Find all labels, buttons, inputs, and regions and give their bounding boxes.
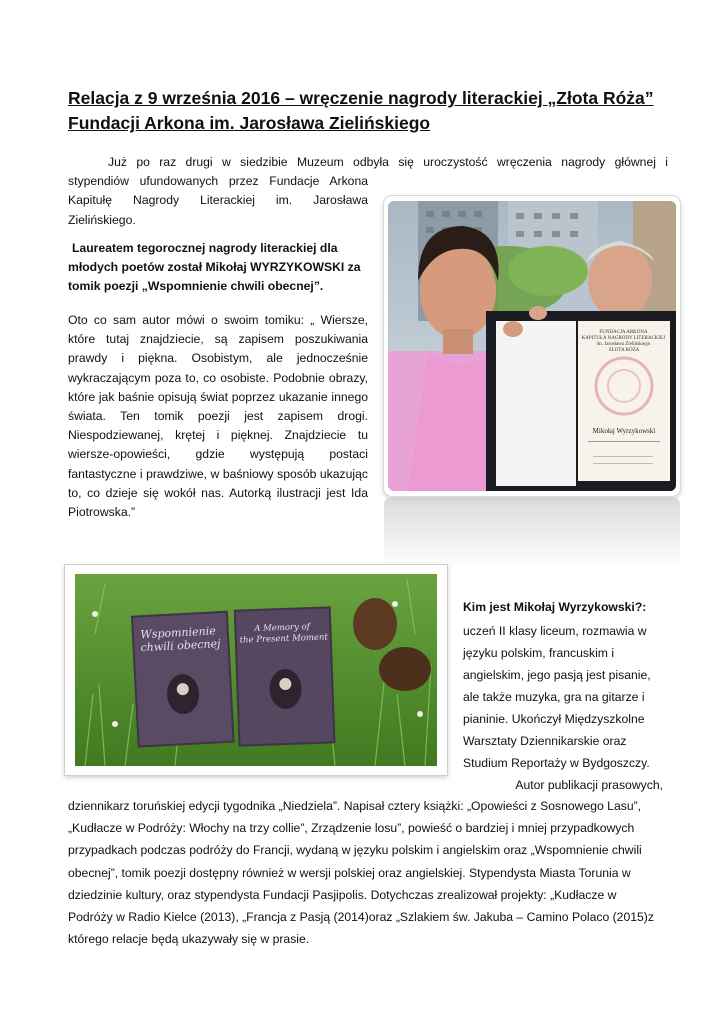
intro-line-4: Zielińskiego. (68, 212, 136, 227)
bio-main-paragraph (68, 795, 668, 950)
bio-side-line: pianinie. Ukończył Międzyszkolne (463, 712, 645, 726)
laureate-announcement (68, 239, 368, 297)
intro-line-3: Kapitułę Nagrody Literackiej im. Jarosława (68, 193, 368, 208)
bio-side-line: Studium Reportaży w Bydgoszczy. (463, 756, 650, 770)
intro-line-2: stypendiów ufundowanych przez Fundacje Arkona (68, 174, 368, 189)
bio-main-line: „Kudłacze w Podróży: Włochy na trzy collie”, Zrządzenie losu”, powieść o bardziej i mniej przypadkowych (68, 821, 635, 836)
books-photo (75, 574, 437, 766)
laureate-line-3: tomik poezji „Wspomnienie chwili obecnej”. (68, 279, 324, 294)
article-title (68, 86, 668, 136)
bio-main-line: obecnej”, tomik poezji dostępny również w wersji polskiej oraz angielskiej. Stypendysta Miasta Torunia w (68, 865, 631, 880)
bio-main-line: Podróży w Radio Kielce (2013), „Francja z Pasją (2014)oraz „Szlakiem św. Jakuba – Camino Polaco (2015)z (68, 910, 654, 925)
award-photo (388, 201, 676, 491)
book2-title: A Memory of the Present Moment (239, 622, 329, 646)
laureate-line-1: Laureatem tegorocznej nagrody literackiej dla (72, 241, 338, 255)
bio-side-line: ale także muzyka, gra na gitarze i (463, 690, 645, 704)
author-quote: Oto co sam autor mówi o swoim tomiku: „ Wiersze, które tutaj znajdziecie, są zapisem poszukiwania prawdy i piękna. Osobistym, ale jednocześnie wykraczającym poza to, co osobiste. Podobnie obrazy, które jak baśnie opisują świat poprzez ukazanie innego świata. Ten tomik poezji jest zapisem drogi. Niespodziewanej, krętej i pięknej. Znajdziecie tu wiersze-opowieści, gdzie występują postaci fantastyczne i prawdziwe, w baśniowy sposób ukazując to, co dzieje się wokół nas. Autorką ilustracji jest Ida Piotrowska.” (68, 313, 368, 520)
bio-main-line: którego relacje będą ukazywały się w prasie. (68, 932, 310, 947)
bio-side-line: Warsztaty Dziennikarskie oraz (463, 734, 627, 748)
bio-side-line: uczeń II klasy liceum, rozmawia w (463, 624, 647, 638)
bio-side-column (463, 620, 663, 796)
title-line-2: Fundacji Arkona im. Jarosława Zielińskiego (68, 113, 431, 133)
bio-main-line: dziedzinie kultury, oraz stypendysta Fundacji Pasjipolis. Dotychczas zrealizował projekty: „Kudłacze w (68, 887, 617, 902)
intro-line-1: Już po raz drugi w siedzibie Muzeum odbyła się uroczystość wręczenia nagrody głównej i (108, 155, 668, 169)
title-line-1: Relacja z 9 września 2016 – wręczenie nagrody literackiej „Złota Róża” (68, 88, 654, 108)
bio-main-line: dziennikarz toruńskiej edycji tygodnika „Niedziela”. Napisał cztery książki: „Opowieści z Sosnowego Lasu”, (68, 799, 642, 813)
photo-reflection (384, 498, 680, 570)
bio-main-line: przypadkach podczas podróży do Francji, wydaną w języku polskim i angielskim oraz „Wspomnienie chwili (68, 843, 642, 858)
bio-heading: Kim jest Mikołaj Wyrzykowski?: (463, 600, 647, 614)
bio-side-line: Autor publikacji prasowych, (515, 778, 663, 792)
diploma-name-text: Mikołaj Wyrzykowski (592, 427, 656, 435)
award-photo-frame (384, 196, 680, 496)
books-photo-frame (65, 565, 447, 775)
bio-side-line: angielskim, jego pasją jest pisanie, (463, 668, 651, 682)
laureate-line-2: młodych poetów został Mikołaj WYRZYKOWSKI za (68, 260, 361, 275)
diploma-header-text: FUNDACJA ARKONA KAPITUŁA NAGRODY LITERACKIEJ im. Jarosława Zielińskiego ZŁOTA RÓŻA (581, 330, 666, 353)
bio-side-line: języku polskim, francuskim i (463, 646, 615, 660)
book1-title: Wspomnienie chwili obecnej (140, 624, 221, 655)
